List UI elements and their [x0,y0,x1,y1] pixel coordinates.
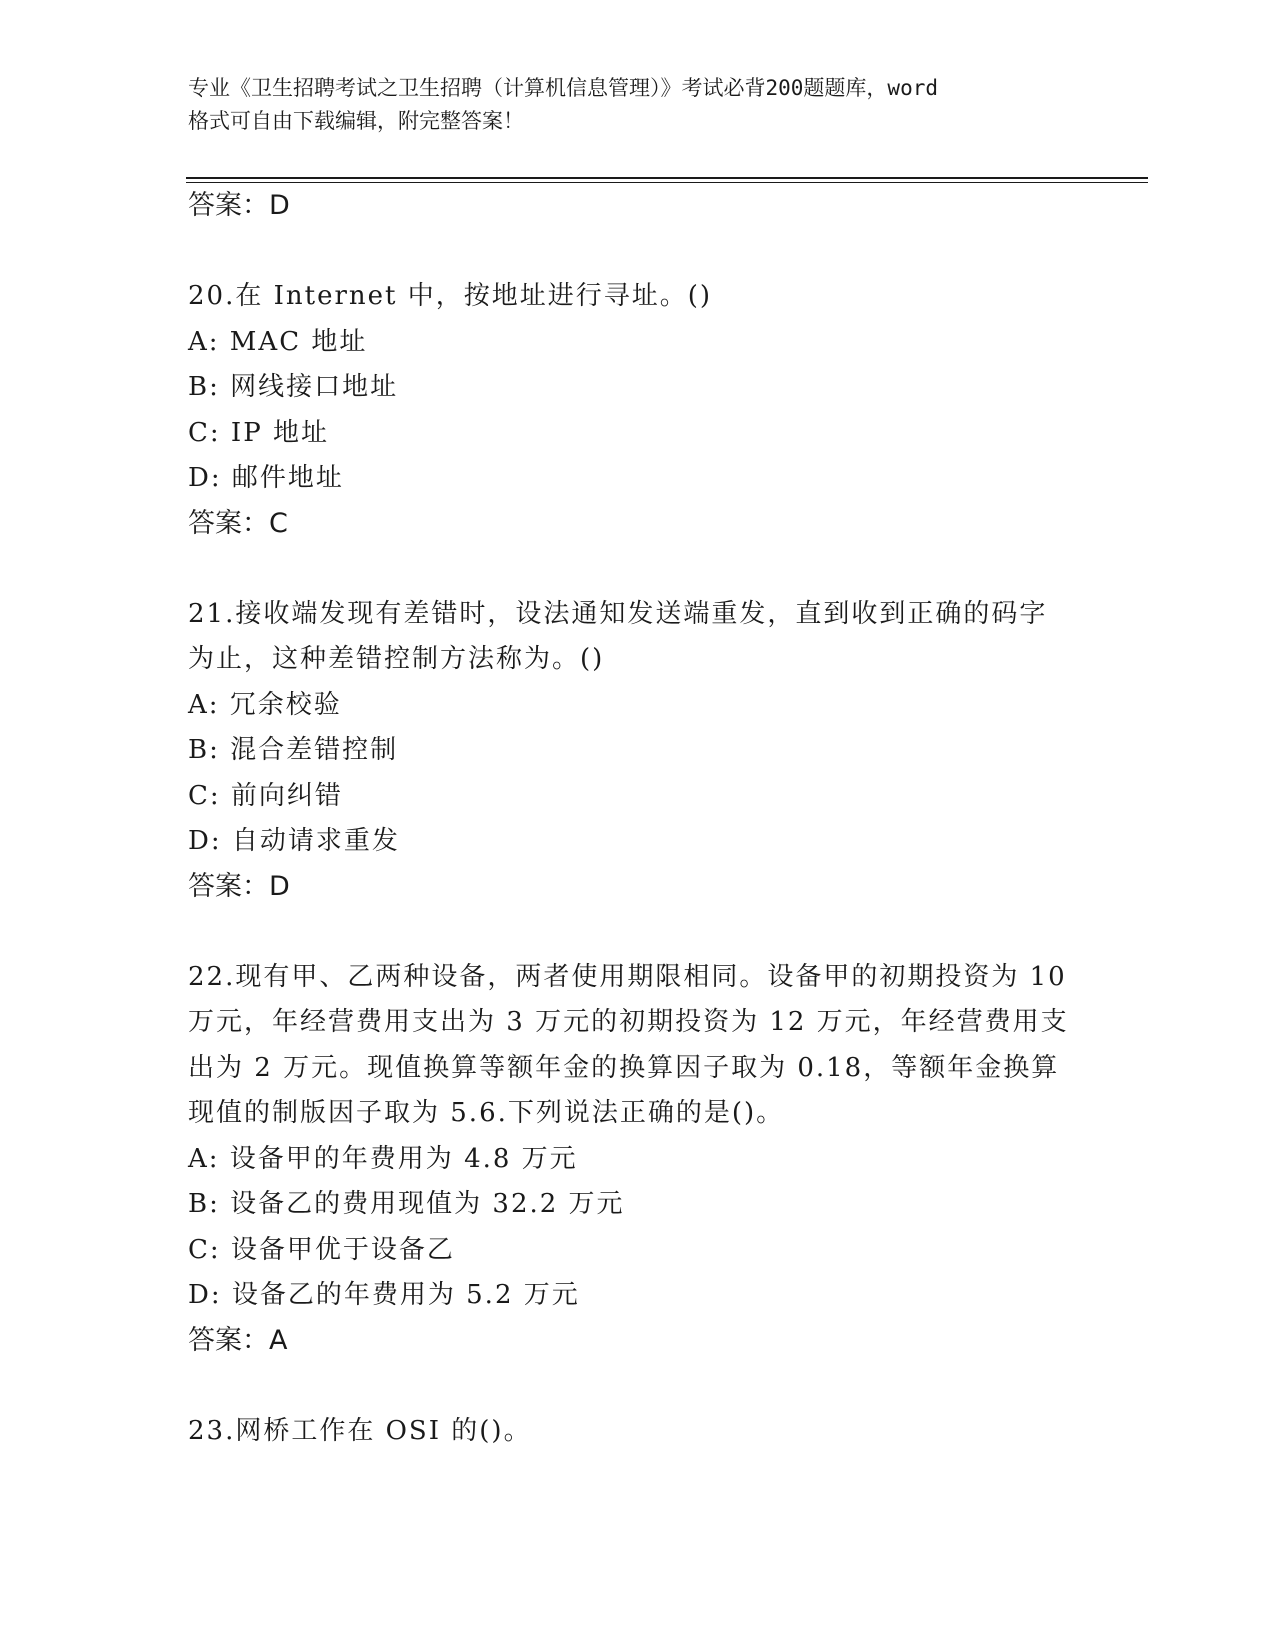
answer-line: 答案：D [188,190,290,221]
spacer [188,228,1088,274]
question-block [188,592,1088,909]
question-block [188,955,1088,1363]
question-text: 21.接收端发现有差错时，设法通知发送端重发，直到收到正确的码字 [188,598,1048,629]
option-c: C: IP 地址 [188,417,329,448]
option-c: C: 设备甲优于设备乙 [188,1234,455,1265]
question-text: 出为 2 万元。现值换算等额年金的换算因子取为 0.18，等额年金换算 [188,1052,1060,1083]
header-line-2: 格式可自由下载编辑，附完整答案！ [188,109,524,133]
question-text: 万元，年经营费用支出为 3 万元的初期投资为 12 万元，年经营费用支 [188,1007,1069,1037]
option-b: B: 网线接口地址 [188,372,399,402]
header-rule-top [186,177,1148,179]
option-a: A: 设备甲的年费用为 4.8 万元 [188,1143,578,1174]
option-b: B: 设备乙的费用现值为 32.2 万元 [188,1189,625,1219]
option-c: C: 前向纠错 [188,780,343,811]
option-a: A: MAC 地址 [188,326,368,357]
document-body [188,184,1088,1454]
option-d: D: 自动请求重发 [188,826,400,856]
question-text: 23.网桥工作在 OSI 的()。 [188,1415,532,1446]
answer-line: 答案：D [188,870,290,902]
question-block [188,1409,1088,1455]
option-d: D: 邮件地址 [188,463,344,493]
spacer [188,1363,1088,1409]
answer-line: 答案：A [188,1324,288,1356]
header-line-1: 专业《卫生招聘考试之卫生招聘（计算机信息管理）》考试必背200题题库，word [188,76,938,100]
question-block [188,274,1088,546]
header-rule-bottom [186,182,1148,183]
option-b: B: 混合差错控制 [188,735,399,765]
question-text: 22.现有甲、乙两种设备，两者使用期限相同。设备甲的初期投资为 10 [188,961,1067,992]
question-text: 20.在 Internet 中，按地址进行寻址。() [188,281,713,311]
question-text: 为止，这种差错控制方法称为。() [188,644,605,674]
question-text: 现值的制版因子取为 5.6.下列说法正确的是()。 [188,1098,785,1128]
option-d: D: 设备乙的年费用为 5.2 万元 [188,1280,580,1310]
document-header [188,72,1088,138]
option-a: A: 冗余校验 [188,689,342,720]
spacer [188,909,1088,955]
answer-line: 答案：C [188,507,288,539]
spacer [188,546,1088,592]
